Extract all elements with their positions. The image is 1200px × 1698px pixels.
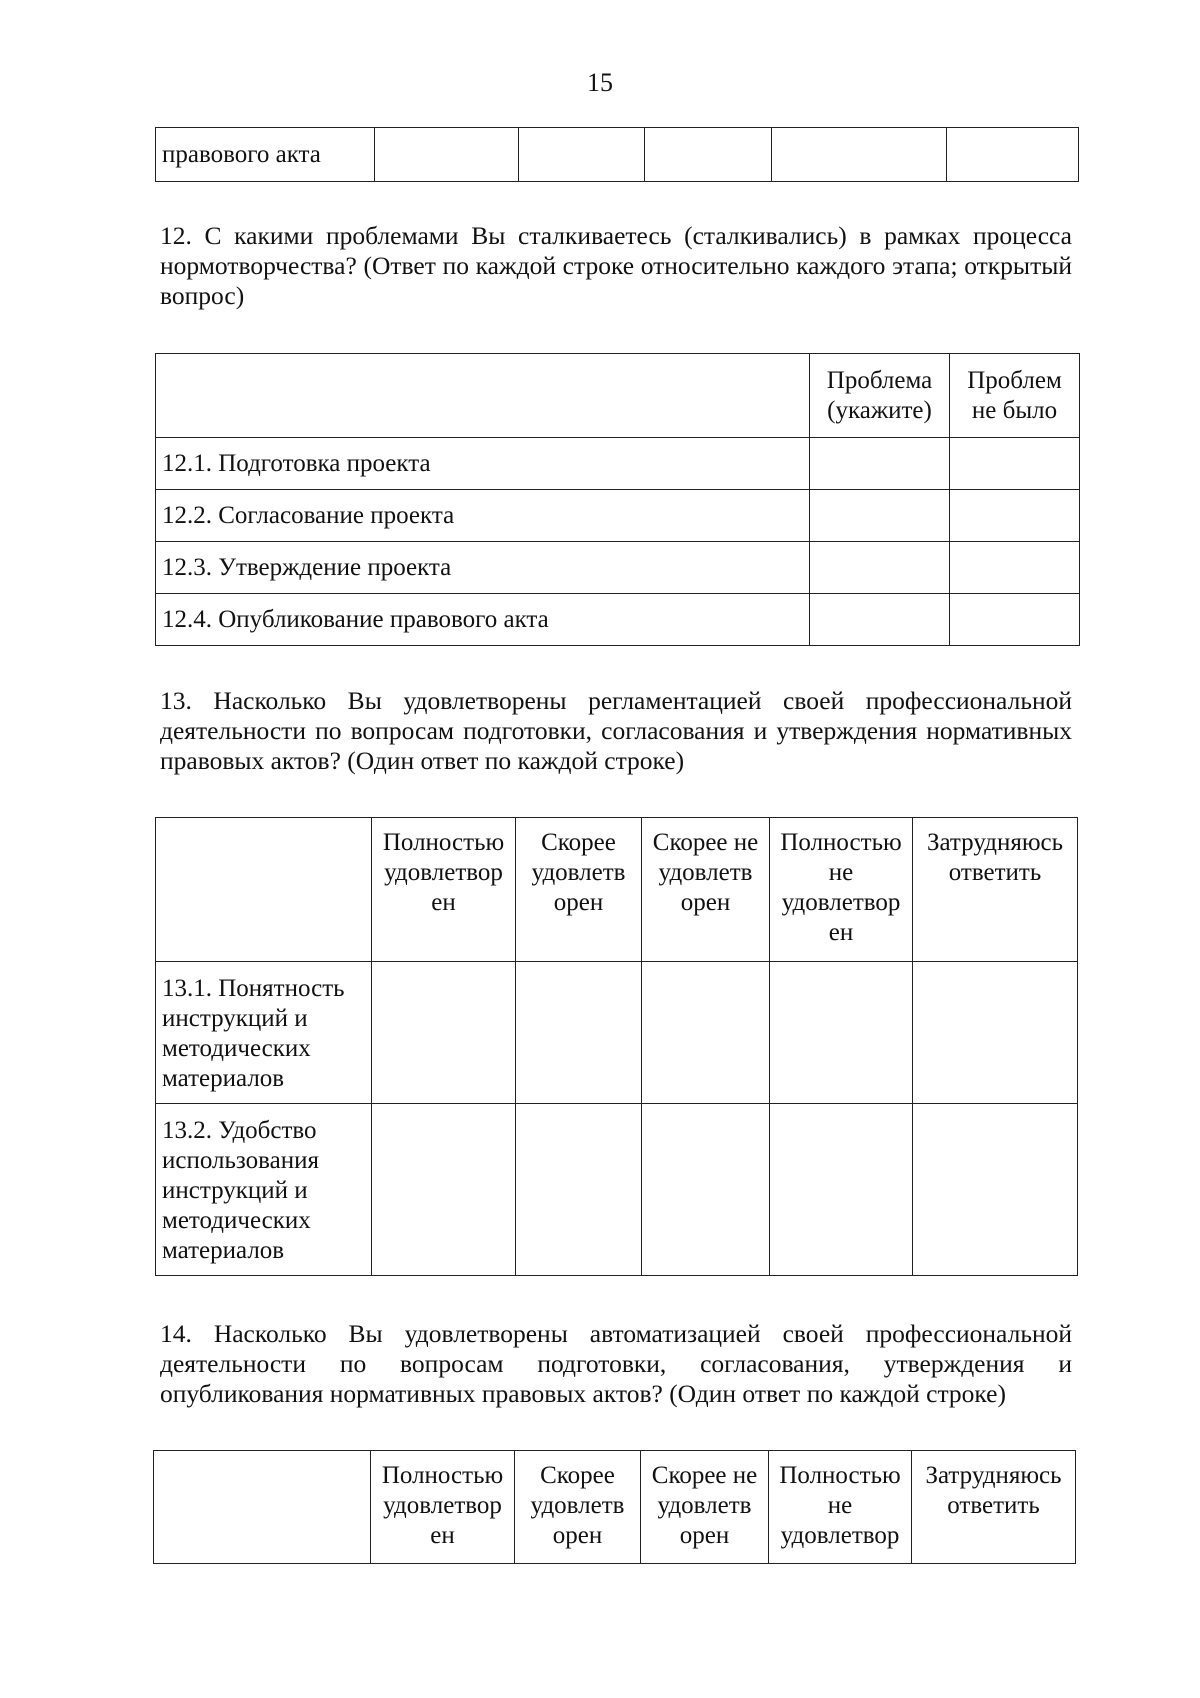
row-label: 13.2. Удобство использования инструкций и методических материалов — [156, 1104, 372, 1276]
header-empty-cell — [156, 354, 810, 438]
column-header-hard-to-answer: Затрудняюсь ответить — [912, 1451, 1076, 1564]
answer-cell[interactable] — [772, 128, 947, 182]
row-label: 12.3. Утверждение проекта — [156, 542, 810, 594]
column-header-rather-not-satisfied: Скорее не удовлетв орен — [642, 818, 770, 962]
answer-cell[interactable] — [516, 962, 642, 1104]
answer-cell[interactable] — [375, 128, 519, 182]
column-header-fully-satisfied: Полностью удовлетвор ен — [372, 818, 516, 962]
answer-cell[interactable] — [642, 962, 770, 1104]
answer-cell[interactable] — [516, 1104, 642, 1276]
row-label: 12.2. Согласование проекта — [156, 490, 810, 542]
column-header-fully-not-satisfied: Полностью не удовлетвор ен — [770, 818, 913, 962]
answer-cell[interactable] — [810, 490, 950, 542]
answer-cell[interactable] — [950, 438, 1080, 490]
answer-cell[interactable] — [810, 542, 950, 594]
row-label: правового акта — [156, 128, 375, 182]
answer-cell[interactable] — [913, 1104, 1078, 1276]
answer-cell[interactable] — [770, 1104, 913, 1276]
question-12-table — [155, 353, 1080, 646]
column-header-hard-to-answer: Затрудняюсь ответить — [913, 818, 1078, 962]
answer-cell[interactable] — [810, 438, 950, 490]
answer-cell[interactable] — [913, 962, 1078, 1104]
answer-cell[interactable] — [950, 490, 1080, 542]
column-header-problem: Проблема (укажите) — [810, 354, 950, 438]
question-13-table — [155, 817, 1078, 1276]
column-header-rather-not-satisfied: Скорее не удовлетв орен — [641, 1451, 769, 1564]
answer-cell[interactable] — [950, 542, 1080, 594]
column-header-rather-satisfied: Скорее удовлетв орен — [515, 1451, 641, 1564]
question-13-text: 13. Насколько Вы удовлетворены регламентацией своей профессиональной деятельности по вопросам подготовки, согласования и утверждения нормативных правовых актов? (Один ответ по каждой строке) — [160, 686, 1072, 775]
answer-cell[interactable] — [372, 1104, 516, 1276]
answer-cell[interactable] — [518, 128, 644, 182]
column-header-fully-satisfied: Полностью удовлетвор ен — [371, 1451, 515, 1564]
column-header-rather-satisfied: Скорее удовлетв орен — [516, 818, 642, 962]
question-14-text: 14. Насколько Вы удовлетворены автоматизацией своей профессиональной деятельности по вопросам подготовки, согласования, утверждения и опубликования нормативных правовых актов? (Один ответ по каждой строке) — [160, 1319, 1072, 1408]
answer-cell[interactable] — [644, 128, 772, 182]
question-14-table — [153, 1450, 1076, 1564]
column-header-fully-not-satisfied: Полностью не удовлетвор — [769, 1451, 912, 1564]
answer-cell[interactable] — [947, 128, 1079, 182]
row-label: 12.4. Опубликование правового акта — [156, 594, 810, 646]
answer-cell[interactable] — [372, 962, 516, 1104]
row-label: 13.1. Понятность инструкций и методических материалов — [156, 962, 372, 1104]
answer-cell[interactable] — [810, 594, 950, 646]
continuation-table — [155, 127, 1079, 182]
row-label: 12.1. Подготовка проекта — [156, 438, 810, 490]
column-header-no-problem: Проблем не было — [950, 354, 1080, 438]
answer-cell[interactable] — [950, 594, 1080, 646]
header-empty-cell — [156, 818, 372, 962]
page-number: 15 — [587, 68, 613, 97]
answer-cell[interactable] — [770, 962, 913, 1104]
answer-cell[interactable] — [642, 1104, 770, 1276]
header-empty-cell — [154, 1451, 371, 1564]
question-12-text: 12. С какими проблемами Вы сталкиваетесь (сталкивались) в рамках процесса нормотворчества? (Ответ по каждой строке относительно каждого этапа; открытый вопрос) — [160, 221, 1072, 310]
